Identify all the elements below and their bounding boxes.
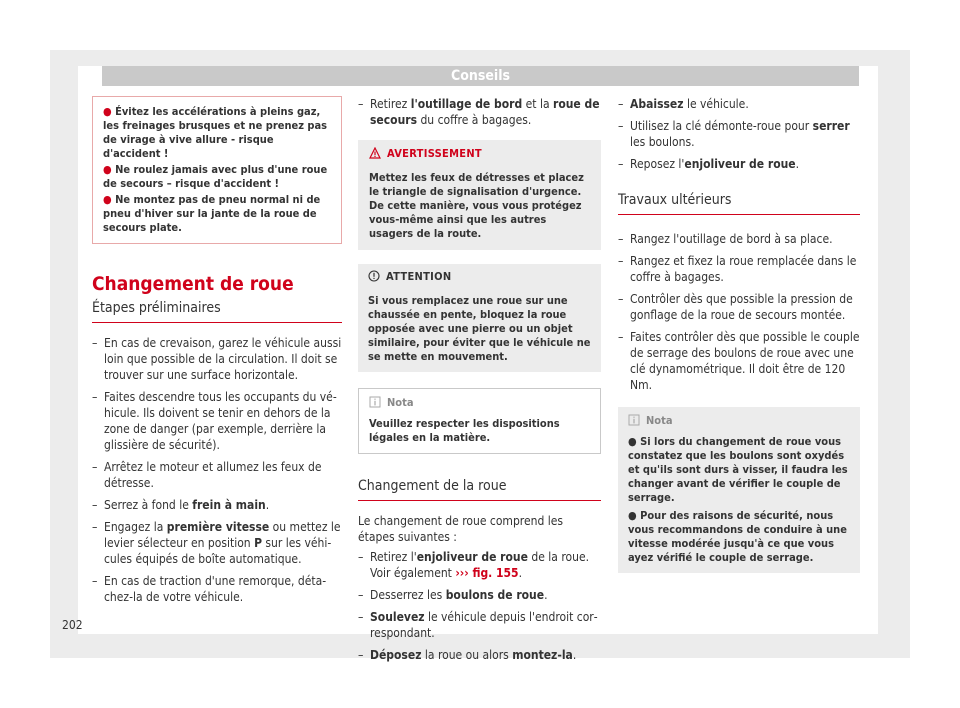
follow-up-list [618,231,860,393]
page-number: 202 [62,618,83,632]
list-item: – Retirez l'outillage de bord et la roue de secours du coffre à bagages. [358,96,601,128]
list-item: – Desserrez les boulons de roue. [358,587,601,603]
list-item: – Retirez l'enjoliveur de roue de la roue. Voir également ››› fig. 155. [358,549,601,581]
list-item: – Rangez et fixez la roue remplacée dans le coffre à bagages. [618,253,860,285]
attention-panel [358,264,601,372]
warning-title: AVERTISSEMENT [387,147,482,160]
note-icon [628,414,640,426]
warning-item: ● Ne montez pas de pneu normal ni de pneu d'hiver sur la jante de la roue de secours plate. [103,193,321,234]
list-item: – Déposez la roue ou alors montez-la. [358,647,601,663]
bullet-icon: ● [103,163,116,176]
list-item: – Engagez la première vitesse ou mettez le levier sélecteur en position P sur les véhicules équipés de boîte automatique. [92,519,342,567]
note-panel [358,388,601,454]
list-item: – En cas de traction d'une remorque, détachez-la de votre véhicule. [92,573,342,605]
page-header: Conseils [102,66,859,86]
subsection-title: Étapes préliminaires [92,300,221,316]
list-item: – Rangez l'outillage de bord à sa place. [618,231,860,247]
warning-item: ● Évitez les accélérations à pleins gaz, les freinages brusques et ne prenez pas de virage à vive allure - risque d'accident ! [103,105,328,160]
warning-panel [358,140,601,250]
list-item: – Abaissez le véhicule. [618,96,860,112]
bullet-icon: ● [103,193,116,206]
section-title: Changement de la roue [358,478,507,494]
list-item: – Serrez à fond le frein à main. [92,497,342,513]
list-item: – Reposez l'enjoliveur de roue. [618,156,860,172]
list-item: – Arrêtez le moteur et allumez les feux de détresse. [92,459,342,491]
section-title: Travaux ultérieurs [618,192,732,208]
note-title: Nota [387,396,414,409]
note-icon [369,396,381,408]
bullet-icon: ● [628,435,641,448]
wheel-change-steps-list [358,549,601,663]
column-1 [92,96,342,611]
note-panel [618,407,860,573]
note-item: ● Si lors du changement de roue vous constatez que les boulons sont oxydés et qu'ils sont durs à visser, il faudra les changer avant de vérifier le couple de serrage. [628,435,848,504]
warning-triangle-icon [369,147,381,159]
preliminary-steps-list [92,335,342,605]
attention-text: Si vous remplacez une roue sur une chaussée en pente, bloquez la roue opposée avec une pierre ou un objet similaire, pour éviter que le véhicule ne se mette en mouvement. [358,290,601,372]
note-title: Nota [646,414,673,427]
intro-text: Le changement de roue comprend les étapes suivantes : [358,514,564,544]
bullet-icon: ● [103,105,116,118]
section-title: Changement de roue [92,273,294,295]
list-item: – Faites descendre tous les occupants du véhicule. Ils doivent se tenir en dehors de la zone de danger (par exemple, derrière la glissière de sécurité). [92,389,342,453]
warning-item: ● Ne roulez jamais avec plus d'une roue de secours – risque d'accident ! [103,163,328,190]
info-circle-icon [368,270,380,282]
list-item: – Utilisez la clé démonte-roue pour serrer les boulons. [618,118,860,150]
column-3 [618,96,860,573]
list-item: – Faites contrôler dès que possible le couple de serrage des boulons de roue avec une clé dynamométrique. Il doit être de 120 Nm. [618,329,860,393]
bullet-icon: ● [628,509,641,522]
figure-link[interactable]: ››› fig. 155 [455,566,519,580]
warning-box [92,96,342,244]
list-item: – Soulevez le véhicule depuis l'endroit correspondant. [358,609,601,641]
note-text: Veuillez respecter les dispositions légales en la matière. [369,417,560,444]
warning-text: Mettez les feux de détresses et placez le triangle de signalisation d'urgence. De cette manière, vous vous protégez vous-même ainsi que les autres usagers de la route. [359,167,600,249]
attention-title: ATTENTION [386,270,452,283]
list-item: – Contrôler dès que possible la pression de gonflage de la roue de secours montée. [618,291,860,323]
column-2 [358,96,601,669]
list-item: – En cas de crevaison, garez le véhicule aussi loin que possible de la circulation. Il doit se trouver sur une surface horizontale. [92,335,342,383]
note-item: ● Pour des raisons de sécurité, nous vous recommandons de conduire à une vitesse modérée jusqu'à ce que vous ayez vérifié le couple de serrage. [628,509,847,564]
